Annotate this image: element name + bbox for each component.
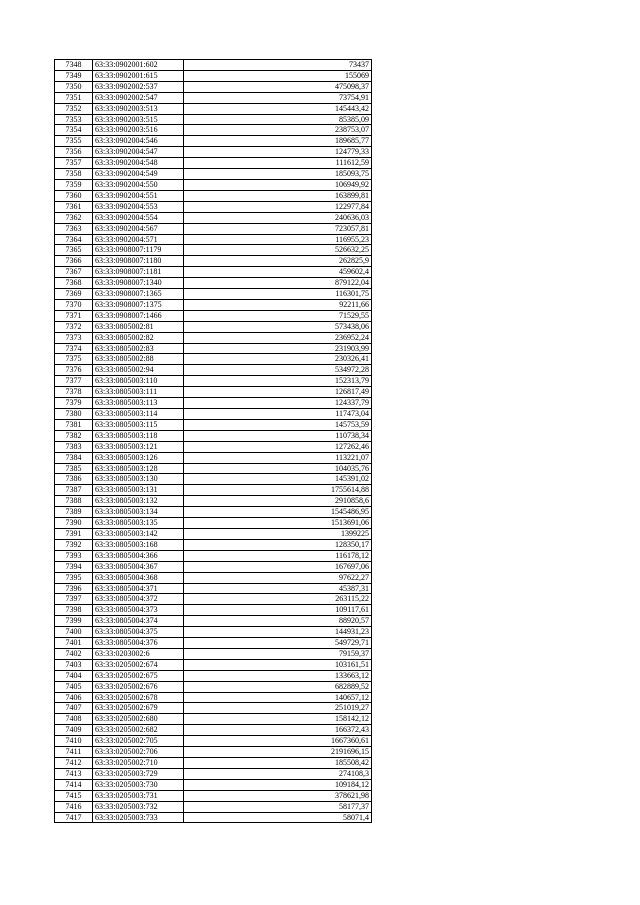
cadastral-number: 63:33:0805002:81 bbox=[93, 321, 184, 332]
row-number: 7405 bbox=[55, 681, 93, 692]
cadastral-number: 63:33:0902004:547 bbox=[93, 147, 184, 158]
table-row bbox=[55, 278, 372, 289]
table-row bbox=[55, 659, 372, 670]
cadastral-value: 236952,24 bbox=[184, 332, 372, 343]
cadastral-value: 1755614,88 bbox=[184, 485, 372, 496]
table-row bbox=[55, 779, 372, 790]
cadastral-number: 63:33:0908007:1375 bbox=[93, 299, 184, 310]
cadastral-value: 879122,04 bbox=[184, 278, 372, 289]
table-row bbox=[55, 60, 372, 71]
cadastral-number: 63:33:0805002:83 bbox=[93, 343, 184, 354]
cadastral-value: 1399225 bbox=[184, 528, 372, 539]
cadastral-value: 534972,28 bbox=[184, 365, 372, 376]
cadastral-number: 63:33:0805003:142 bbox=[93, 528, 184, 539]
table-row bbox=[55, 594, 372, 605]
table-row bbox=[55, 430, 372, 441]
row-number: 7351 bbox=[55, 92, 93, 103]
row-number: 7355 bbox=[55, 136, 93, 147]
table-row bbox=[55, 452, 372, 463]
cadastral-value: 1545486,95 bbox=[184, 507, 372, 518]
cadastral-number: 63:33:0902001:602 bbox=[93, 60, 184, 71]
row-number: 7395 bbox=[55, 572, 93, 583]
table-row bbox=[55, 354, 372, 365]
cadastral-value: 73754,91 bbox=[184, 92, 372, 103]
row-number: 7375 bbox=[55, 354, 93, 365]
cadastral-value: 97622,27 bbox=[184, 572, 372, 583]
cadastral-value: 109117,61 bbox=[184, 605, 372, 616]
cadastral-value: 185093,75 bbox=[184, 169, 372, 180]
row-number: 7406 bbox=[55, 692, 93, 703]
cadastral-value: 459602,4 bbox=[184, 267, 372, 278]
table-row bbox=[55, 299, 372, 310]
cadastral-number: 63:33:0908007:1181 bbox=[93, 267, 184, 278]
table-row bbox=[55, 496, 372, 507]
cadastral-number: 63:33:0805003:132 bbox=[93, 496, 184, 507]
table-row bbox=[55, 332, 372, 343]
cadastral-value: 106949,92 bbox=[184, 179, 372, 190]
table-row bbox=[55, 507, 372, 518]
table-row bbox=[55, 267, 372, 278]
table-row bbox=[55, 616, 372, 627]
row-number: 7352 bbox=[55, 103, 93, 114]
table-row bbox=[55, 190, 372, 201]
row-number: 7416 bbox=[55, 801, 93, 812]
row-number: 7360 bbox=[55, 190, 93, 201]
cadastral-value: 109184,12 bbox=[184, 779, 372, 790]
row-number: 7364 bbox=[55, 234, 93, 245]
cadastral-number: 63:33:0805004:373 bbox=[93, 605, 184, 616]
cadastral-number: 63:33:0902004:553 bbox=[93, 201, 184, 212]
cadastral-value: 274108,3 bbox=[184, 768, 372, 779]
cadastral-value: 152313,79 bbox=[184, 376, 372, 387]
cadastral-number: 63:33:0902004:549 bbox=[93, 169, 184, 180]
cadastral-value: 116301,75 bbox=[184, 289, 372, 300]
table-row bbox=[55, 223, 372, 234]
table-row bbox=[55, 201, 372, 212]
cadastral-value: 2910858,6 bbox=[184, 496, 372, 507]
cadastral-number: 63:33:0805004:374 bbox=[93, 616, 184, 627]
cadastral-number: 63:33:0902003:515 bbox=[93, 114, 184, 125]
cadastral-value: 45387,31 bbox=[184, 583, 372, 594]
row-number: 7383 bbox=[55, 441, 93, 452]
row-number: 7394 bbox=[55, 561, 93, 572]
table-row bbox=[55, 92, 372, 103]
cadastral-value: 1667360,61 bbox=[184, 736, 372, 747]
table-row bbox=[55, 321, 372, 332]
row-number: 7366 bbox=[55, 256, 93, 267]
row-number: 7399 bbox=[55, 616, 93, 627]
table-row bbox=[55, 387, 372, 398]
row-number: 7350 bbox=[55, 81, 93, 92]
cadastral-number: 63:33:0902002:537 bbox=[93, 81, 184, 92]
table-row bbox=[55, 343, 372, 354]
row-number: 7356 bbox=[55, 147, 93, 158]
cadastral-number: 63:33:0205002:679 bbox=[93, 703, 184, 714]
row-number: 7380 bbox=[55, 409, 93, 420]
cadastral-number: 63:33:0805003:131 bbox=[93, 485, 184, 496]
table-row bbox=[55, 812, 372, 823]
table-row bbox=[55, 398, 372, 409]
row-number: 7402 bbox=[55, 648, 93, 659]
cadastral-number: 63:33:0805004:366 bbox=[93, 550, 184, 561]
row-number: 7349 bbox=[55, 70, 93, 81]
cadastral-value: 117473,04 bbox=[184, 409, 372, 420]
table-row bbox=[55, 441, 372, 452]
table-row bbox=[55, 670, 372, 681]
table-row bbox=[55, 801, 372, 812]
cadastral-value: 549729,71 bbox=[184, 638, 372, 649]
cadastral-number: 63:33:0205002:678 bbox=[93, 692, 184, 703]
cadastral-number: 63:33:0805004:371 bbox=[93, 583, 184, 594]
cadastral-value: 73437 bbox=[184, 60, 372, 71]
cadastral-number: 63:33:0805004:368 bbox=[93, 572, 184, 583]
table-row bbox=[55, 485, 372, 496]
row-number: 7391 bbox=[55, 528, 93, 539]
table-row bbox=[55, 158, 372, 169]
cadastral-value: 58071,4 bbox=[184, 812, 372, 823]
cadastral-value: 58177,37 bbox=[184, 801, 372, 812]
table-row bbox=[55, 692, 372, 703]
cadastral-number: 63:33:0205003:729 bbox=[93, 768, 184, 779]
table-row bbox=[55, 714, 372, 725]
row-number: 7382 bbox=[55, 430, 93, 441]
cadastral-value: 166372,43 bbox=[184, 725, 372, 736]
table-row bbox=[55, 136, 372, 147]
row-number: 7385 bbox=[55, 463, 93, 474]
table-row bbox=[55, 114, 372, 125]
row-number: 7369 bbox=[55, 289, 93, 300]
row-number: 7398 bbox=[55, 605, 93, 616]
cadastral-value: 133663,12 bbox=[184, 670, 372, 681]
row-number: 7390 bbox=[55, 518, 93, 529]
table-row bbox=[55, 539, 372, 550]
cadastral-number: 63:33:0205002:676 bbox=[93, 681, 184, 692]
cadastral-number: 63:33:0805002:94 bbox=[93, 365, 184, 376]
table-row bbox=[55, 747, 372, 758]
table-row bbox=[55, 583, 372, 594]
cadastral-number: 63:33:0205002:710 bbox=[93, 758, 184, 769]
cadastral-number: 63:33:0805003:113 bbox=[93, 398, 184, 409]
row-number: 7357 bbox=[55, 158, 93, 169]
cadastral-number: 63:33:0805003:128 bbox=[93, 463, 184, 474]
table-row bbox=[55, 572, 372, 583]
row-number: 7407 bbox=[55, 703, 93, 714]
row-number: 7370 bbox=[55, 299, 93, 310]
row-number: 7367 bbox=[55, 267, 93, 278]
cadastral-value: 140657,12 bbox=[184, 692, 372, 703]
cadastral-value: 126817,49 bbox=[184, 387, 372, 398]
row-number: 7396 bbox=[55, 583, 93, 594]
cadastral-value: 526632,25 bbox=[184, 245, 372, 256]
table-row bbox=[55, 245, 372, 256]
cadastral-value: 116178,12 bbox=[184, 550, 372, 561]
cadastral-value: 111612,59 bbox=[184, 158, 372, 169]
row-number: 7389 bbox=[55, 507, 93, 518]
table-row bbox=[55, 605, 372, 616]
cadastral-number: 63:33:0908007:1340 bbox=[93, 278, 184, 289]
cadastral-number: 63:33:0805003:115 bbox=[93, 419, 184, 430]
row-number: 7361 bbox=[55, 201, 93, 212]
row-number: 7379 bbox=[55, 398, 93, 409]
cadastral-number: 63:33:0805002:82 bbox=[93, 332, 184, 343]
table-row bbox=[55, 234, 372, 245]
cadastral-value: 573438,06 bbox=[184, 321, 372, 332]
cadastral-value: 145391,02 bbox=[184, 474, 372, 485]
cadastral-value: 378621,98 bbox=[184, 790, 372, 801]
table-row bbox=[55, 103, 372, 114]
table-row bbox=[55, 561, 372, 572]
row-number: 7387 bbox=[55, 485, 93, 496]
table-row bbox=[55, 638, 372, 649]
cadastral-number: 63:33:0902004:571 bbox=[93, 234, 184, 245]
cadastral-number: 63:33:0205003:733 bbox=[93, 812, 184, 823]
cadastral-number: 63:33:0908007:1180 bbox=[93, 256, 184, 267]
table-row bbox=[55, 518, 372, 529]
cadastral-number: 63:33:0205002:682 bbox=[93, 725, 184, 736]
table-row bbox=[55, 125, 372, 136]
table-row bbox=[55, 70, 372, 81]
cadastral-value: 262825,9 bbox=[184, 256, 372, 267]
row-number: 7412 bbox=[55, 758, 93, 769]
cadastral-value: 2191696,15 bbox=[184, 747, 372, 758]
row-number: 7363 bbox=[55, 223, 93, 234]
table-row bbox=[55, 365, 372, 376]
cadastral-value: 104035,76 bbox=[184, 463, 372, 474]
cadastral-number: 63:33:0805004:367 bbox=[93, 561, 184, 572]
cadastral-number: 63:33:0805003:126 bbox=[93, 452, 184, 463]
cadastral-number: 63:33:0205003:731 bbox=[93, 790, 184, 801]
row-number: 7417 bbox=[55, 812, 93, 823]
table-row bbox=[55, 627, 372, 638]
cadastral-number: 63:33:0805002:88 bbox=[93, 354, 184, 365]
cadastral-value: 230326,41 bbox=[184, 354, 372, 365]
table-row bbox=[55, 212, 372, 223]
row-number: 7404 bbox=[55, 670, 93, 681]
cadastral-number: 63:33:0902004:548 bbox=[93, 158, 184, 169]
cadastral-number: 63:33:0805004:375 bbox=[93, 627, 184, 638]
cadastral-number: 63:33:0805003:130 bbox=[93, 474, 184, 485]
cadastral-number: 63:33:0902003:513 bbox=[93, 103, 184, 114]
cadastral-value: 189685,77 bbox=[184, 136, 372, 147]
row-number: 7371 bbox=[55, 310, 93, 321]
cadastral-number: 63:33:0902004:551 bbox=[93, 190, 184, 201]
cadastral-number: 63:33:0203002:6 bbox=[93, 648, 184, 659]
cadastral-value: 110738,34 bbox=[184, 430, 372, 441]
cadastral-value: 167697,06 bbox=[184, 561, 372, 572]
row-number: 7397 bbox=[55, 594, 93, 605]
row-number: 7359 bbox=[55, 179, 93, 190]
table-row bbox=[55, 725, 372, 736]
cadastral-number: 63:33:0902002:547 bbox=[93, 92, 184, 103]
cadastral-value: 144931,23 bbox=[184, 627, 372, 638]
row-number: 7376 bbox=[55, 365, 93, 376]
row-number: 7377 bbox=[55, 376, 93, 387]
cadastral-value: 185508,42 bbox=[184, 758, 372, 769]
table-row bbox=[55, 768, 372, 779]
cadastral-number: 63:33:0205002:706 bbox=[93, 747, 184, 758]
cadastral-number: 63:33:0205002:705 bbox=[93, 736, 184, 747]
cadastral-value: 263115,22 bbox=[184, 594, 372, 605]
cadastral-value: 723057,81 bbox=[184, 223, 372, 234]
cadastral-value: 88920,57 bbox=[184, 616, 372, 627]
row-number: 7392 bbox=[55, 539, 93, 550]
cadastral-number: 63:33:0805003:110 bbox=[93, 376, 184, 387]
cadastral-value: 124337,79 bbox=[184, 398, 372, 409]
row-number: 7384 bbox=[55, 452, 93, 463]
row-number: 7413 bbox=[55, 768, 93, 779]
table-row bbox=[55, 81, 372, 92]
cadastral-number: 63:33:0805003:134 bbox=[93, 507, 184, 518]
cadastral-value: 238753,07 bbox=[184, 125, 372, 136]
cadastral-value: 231903,99 bbox=[184, 343, 372, 354]
cadastral-number: 63:33:0205003:732 bbox=[93, 801, 184, 812]
cadastral-number: 63:33:0902004:550 bbox=[93, 179, 184, 190]
row-number: 7411 bbox=[55, 747, 93, 758]
cadastral-value: 1513691,06 bbox=[184, 518, 372, 529]
row-number: 7388 bbox=[55, 496, 93, 507]
cadastral-value: 682889,52 bbox=[184, 681, 372, 692]
row-number: 7365 bbox=[55, 245, 93, 256]
table-row bbox=[55, 703, 372, 714]
table-row bbox=[55, 474, 372, 485]
cadastral-value: 128350,17 bbox=[184, 539, 372, 550]
row-number: 7381 bbox=[55, 419, 93, 430]
table-row bbox=[55, 463, 372, 474]
row-number: 7353 bbox=[55, 114, 93, 125]
table-row bbox=[55, 758, 372, 769]
table-body bbox=[55, 60, 372, 823]
cadastral-number: 63:33:0805003:135 bbox=[93, 518, 184, 529]
table-row bbox=[55, 736, 372, 747]
row-number: 7374 bbox=[55, 343, 93, 354]
cadastral-value: 145753,59 bbox=[184, 419, 372, 430]
cadastral-value: 145443,42 bbox=[184, 103, 372, 114]
cadastral-number: 63:33:0908007:1365 bbox=[93, 289, 184, 300]
row-number: 7403 bbox=[55, 659, 93, 670]
cadastral-value: 71529,55 bbox=[184, 310, 372, 321]
cadastral-value: 124779,33 bbox=[184, 147, 372, 158]
cadastral-number: 63:33:0902004:567 bbox=[93, 223, 184, 234]
row-number: 7348 bbox=[55, 60, 93, 71]
row-number: 7408 bbox=[55, 714, 93, 725]
row-number: 7358 bbox=[55, 169, 93, 180]
cadastral-number: 63:33:0205002:674 bbox=[93, 659, 184, 670]
cadastral-number: 63:33:0205002:675 bbox=[93, 670, 184, 681]
table-row bbox=[55, 550, 372, 561]
cadastral-value: 116955,23 bbox=[184, 234, 372, 245]
row-number: 7373 bbox=[55, 332, 93, 343]
row-number: 7393 bbox=[55, 550, 93, 561]
cadastral-number: 63:33:0205003:730 bbox=[93, 779, 184, 790]
cadastral-value: 240636,03 bbox=[184, 212, 372, 223]
cadastral-value: 475098,37 bbox=[184, 81, 372, 92]
row-number: 7372 bbox=[55, 321, 93, 332]
cadastral-number: 63:33:0805004:372 bbox=[93, 594, 184, 605]
row-number: 7368 bbox=[55, 278, 93, 289]
cadastral-value: 103161,51 bbox=[184, 659, 372, 670]
row-number: 7354 bbox=[55, 125, 93, 136]
cadastral-number: 63:33:0902003:516 bbox=[93, 125, 184, 136]
table-row bbox=[55, 648, 372, 659]
cadastral-value-table bbox=[54, 59, 372, 823]
cadastral-number: 63:33:0908007:1179 bbox=[93, 245, 184, 256]
cadastral-number: 63:33:0805003:168 bbox=[93, 539, 184, 550]
cadastral-number: 63:33:0902001:615 bbox=[93, 70, 184, 81]
table-row bbox=[55, 681, 372, 692]
cadastral-value: 251019,27 bbox=[184, 703, 372, 714]
cadastral-value: 163899,81 bbox=[184, 190, 372, 201]
data-sheet bbox=[54, 59, 372, 823]
cadastral-number: 63:33:0805003:121 bbox=[93, 441, 184, 452]
cadastral-value: 85385,09 bbox=[184, 114, 372, 125]
cadastral-number: 63:33:0805003:114 bbox=[93, 409, 184, 420]
table-row bbox=[55, 376, 372, 387]
row-number: 7362 bbox=[55, 212, 93, 223]
row-number: 7415 bbox=[55, 790, 93, 801]
cadastral-value: 113221,07 bbox=[184, 452, 372, 463]
cadastral-number: 63:33:0902004:546 bbox=[93, 136, 184, 147]
row-number: 7400 bbox=[55, 627, 93, 638]
row-number: 7409 bbox=[55, 725, 93, 736]
row-number: 7378 bbox=[55, 387, 93, 398]
table-row bbox=[55, 289, 372, 300]
table-row bbox=[55, 419, 372, 430]
cadastral-value: 79159,37 bbox=[184, 648, 372, 659]
table-row bbox=[55, 310, 372, 321]
cadastral-number: 63:33:0805003:111 bbox=[93, 387, 184, 398]
row-number: 7410 bbox=[55, 736, 93, 747]
table-row bbox=[55, 790, 372, 801]
table-row bbox=[55, 256, 372, 267]
table-row bbox=[55, 409, 372, 420]
cadastral-value: 127262,46 bbox=[184, 441, 372, 452]
cadastral-value: 92211,66 bbox=[184, 299, 372, 310]
cadastral-number: 63:33:0805004:376 bbox=[93, 638, 184, 649]
cadastral-number: 63:33:0805003:118 bbox=[93, 430, 184, 441]
table-row bbox=[55, 169, 372, 180]
cadastral-number: 63:33:0205002:680 bbox=[93, 714, 184, 725]
cadastral-number: 63:33:0908007:1466 bbox=[93, 310, 184, 321]
row-number: 7414 bbox=[55, 779, 93, 790]
cadastral-value: 158142,12 bbox=[184, 714, 372, 725]
cadastral-number: 63:33:0902004:554 bbox=[93, 212, 184, 223]
row-number: 7386 bbox=[55, 474, 93, 485]
cadastral-value: 122977,84 bbox=[184, 201, 372, 212]
table-row bbox=[55, 179, 372, 190]
table-row bbox=[55, 147, 372, 158]
table-row bbox=[55, 528, 372, 539]
cadastral-value: 155069 bbox=[184, 70, 372, 81]
row-number: 7401 bbox=[55, 638, 93, 649]
